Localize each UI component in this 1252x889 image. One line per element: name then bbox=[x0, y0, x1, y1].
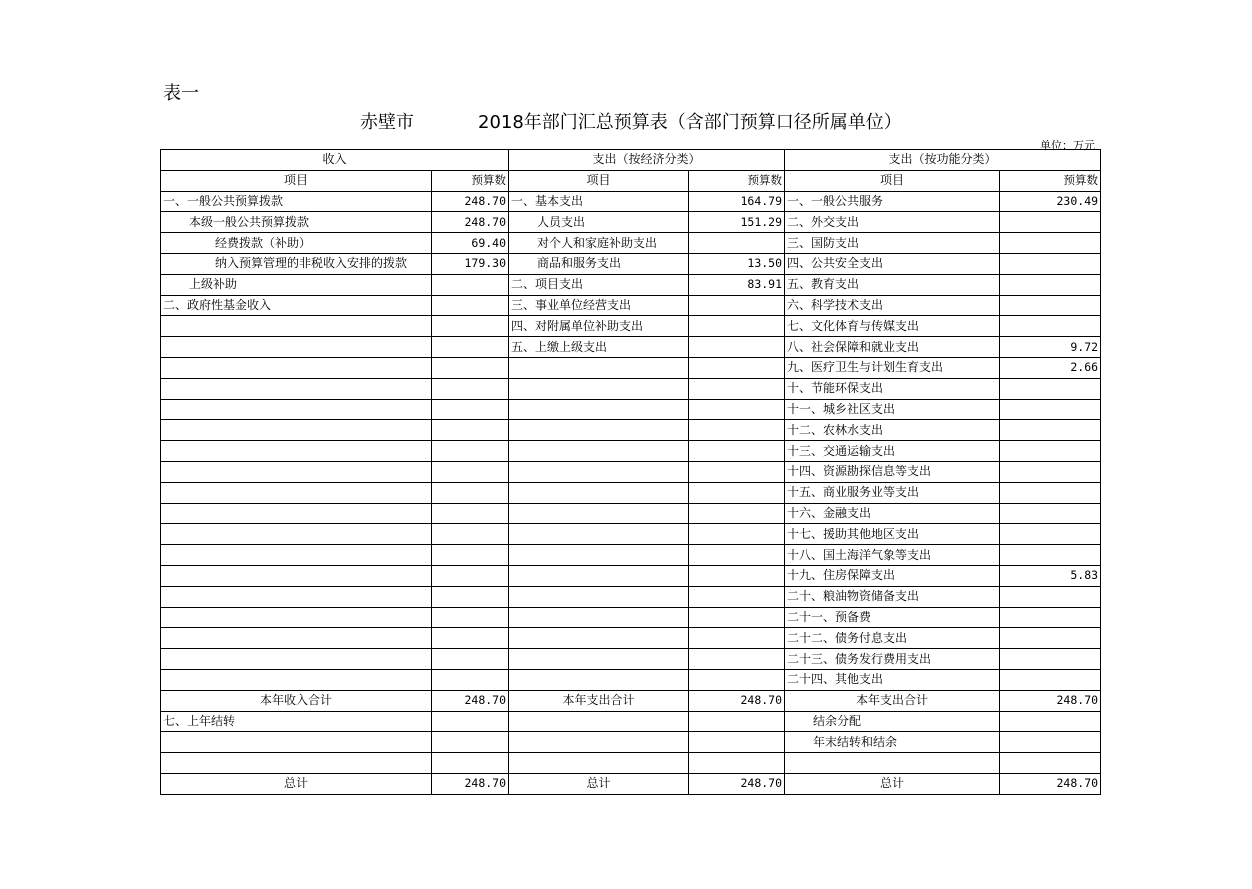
table-cell bbox=[161, 337, 432, 358]
table-cell: 总计 bbox=[509, 773, 689, 794]
table-cell bbox=[432, 565, 509, 586]
table-row bbox=[161, 482, 1101, 503]
table-cell: 项目 bbox=[785, 170, 1000, 191]
table-cell: 69.40 bbox=[432, 233, 509, 254]
table-cell bbox=[689, 337, 785, 358]
table-cell bbox=[1000, 212, 1101, 233]
table-cell: 二十四、其他支出 bbox=[785, 669, 1000, 690]
table-cell: 本级一般公共预算拨款 bbox=[161, 212, 432, 233]
table-cell bbox=[432, 607, 509, 628]
table-cell bbox=[1000, 316, 1101, 337]
table-cell: 年末结转和结余 bbox=[785, 732, 1000, 753]
table-cell bbox=[689, 524, 785, 545]
table-cell bbox=[432, 586, 509, 607]
table-cell bbox=[1000, 524, 1101, 545]
table-cell: 十二、农林水支出 bbox=[785, 420, 1000, 441]
table-cell: 五、教育支出 bbox=[785, 274, 1000, 295]
table-cell bbox=[161, 607, 432, 628]
table-cell: 纳入预算管理的非税收入安排的拨款 bbox=[161, 253, 432, 274]
table-cell: 本年收入合计 bbox=[161, 690, 432, 711]
table-cell bbox=[1000, 545, 1101, 566]
table-cell bbox=[689, 441, 785, 462]
table-cell bbox=[509, 482, 689, 503]
table-cell: 上级补助 bbox=[161, 274, 432, 295]
table-cell: 预算数 bbox=[1000, 170, 1101, 191]
table-cell bbox=[509, 732, 689, 753]
table-cell bbox=[509, 545, 689, 566]
table-cell bbox=[432, 357, 509, 378]
table-cell: 十九、住房保障支出 bbox=[785, 565, 1000, 586]
table-cell bbox=[432, 441, 509, 462]
table-cell bbox=[161, 649, 432, 670]
table-row bbox=[161, 669, 1101, 690]
table-cell: 二、项目支出 bbox=[509, 274, 689, 295]
table-cell bbox=[509, 628, 689, 649]
column-header-row bbox=[161, 170, 1101, 191]
table-cell: 二、政府性基金收入 bbox=[161, 295, 432, 316]
table-cell: 248.70 bbox=[432, 773, 509, 794]
table-cell: 八、社会保障和就业支出 bbox=[785, 337, 1000, 358]
table-row bbox=[161, 295, 1101, 316]
table-cell: 一、一般公共预算拨款 bbox=[161, 191, 432, 212]
table-cell bbox=[689, 482, 785, 503]
table-cell: 151.29 bbox=[689, 212, 785, 233]
table-cell bbox=[689, 295, 785, 316]
table-cell bbox=[509, 524, 689, 545]
table-cell bbox=[785, 753, 1000, 774]
table-cell: 十七、援助其他地区支出 bbox=[785, 524, 1000, 545]
table-cell: 项目 bbox=[161, 170, 432, 191]
table-label: 表一 bbox=[163, 83, 199, 104]
table-cell: 5.83 bbox=[1000, 565, 1101, 586]
table-cell: 一、一般公共服务 bbox=[785, 191, 1000, 212]
table-cell: 五、上缴上级支出 bbox=[509, 337, 689, 358]
table-cell: 六、科学技术支出 bbox=[785, 295, 1000, 316]
table-cell bbox=[432, 295, 509, 316]
table-cell: 13.50 bbox=[689, 253, 785, 274]
table-cell: 248.70 bbox=[1000, 773, 1101, 794]
table-cell bbox=[509, 586, 689, 607]
table-cell: 9.72 bbox=[1000, 337, 1101, 358]
table-cell bbox=[432, 503, 509, 524]
group-header: 收入 bbox=[161, 150, 509, 171]
table-row bbox=[161, 399, 1101, 420]
table-cell bbox=[689, 233, 785, 254]
table-cell bbox=[689, 711, 785, 732]
table-row bbox=[161, 732, 1101, 753]
table-cell bbox=[161, 732, 432, 753]
table-row bbox=[161, 545, 1101, 566]
table-cell: 七、文化体育与传媒支出 bbox=[785, 316, 1000, 337]
table-cell bbox=[1000, 274, 1101, 295]
table-cell: 二、外交支出 bbox=[785, 212, 1000, 233]
table-cell bbox=[1000, 461, 1101, 482]
table-cell: 总计 bbox=[785, 773, 1000, 794]
table-cell: 四、对附属单位补助支出 bbox=[509, 316, 689, 337]
table-cell bbox=[161, 357, 432, 378]
group-header: 支出（按经济分类） bbox=[509, 150, 785, 171]
table-cell bbox=[432, 378, 509, 399]
table-row bbox=[161, 503, 1101, 524]
table-cell bbox=[1000, 503, 1101, 524]
table-cell: 十三、交通运输支出 bbox=[785, 441, 1000, 462]
table-cell bbox=[1000, 482, 1101, 503]
table-cell bbox=[689, 649, 785, 670]
table-cell bbox=[689, 753, 785, 774]
table-row bbox=[161, 420, 1101, 441]
group-header: 支出（按功能分类） bbox=[785, 150, 1101, 171]
table-cell: 七、上年结转 bbox=[161, 711, 432, 732]
table-cell bbox=[689, 586, 785, 607]
table-cell: 2.66 bbox=[1000, 357, 1101, 378]
table-cell bbox=[161, 461, 432, 482]
table-cell bbox=[689, 399, 785, 420]
title-city: 赤壁市 bbox=[360, 112, 414, 133]
table-cell bbox=[689, 669, 785, 690]
table-row bbox=[161, 337, 1101, 358]
table-cell: 248.70 bbox=[1000, 690, 1101, 711]
table-cell bbox=[689, 420, 785, 441]
table-cell bbox=[432, 524, 509, 545]
year-total-row bbox=[161, 690, 1101, 711]
table-cell bbox=[432, 337, 509, 358]
table-row bbox=[161, 233, 1101, 254]
table-cell: 商品和服务支出 bbox=[509, 253, 689, 274]
table-cell: 179.30 bbox=[432, 253, 509, 274]
table-cell bbox=[1000, 711, 1101, 732]
table-row bbox=[161, 212, 1101, 233]
table-cell bbox=[161, 565, 432, 586]
table-cell bbox=[161, 545, 432, 566]
page-title: 2018年部门汇总预算表（含部门预算口径所属单位） bbox=[478, 112, 902, 133]
table-row bbox=[161, 441, 1101, 462]
table-cell bbox=[161, 482, 432, 503]
table-cell: 一、基本支出 bbox=[509, 191, 689, 212]
table-row bbox=[161, 191, 1101, 212]
table-cell bbox=[689, 565, 785, 586]
table-cell: 人员支出 bbox=[509, 212, 689, 233]
table-cell: 83.91 bbox=[689, 274, 785, 295]
table-cell: 四、公共安全支出 bbox=[785, 253, 1000, 274]
table-cell: 248.70 bbox=[432, 212, 509, 233]
table-cell bbox=[1000, 378, 1101, 399]
table-cell bbox=[161, 316, 432, 337]
table-cell: 二十三、债务发行费用支出 bbox=[785, 649, 1000, 670]
table-cell bbox=[1000, 253, 1101, 274]
table-row bbox=[161, 565, 1101, 586]
table-cell bbox=[161, 441, 432, 462]
table-row bbox=[161, 649, 1101, 670]
table-cell bbox=[161, 753, 432, 774]
table-cell bbox=[432, 461, 509, 482]
table-cell bbox=[1000, 586, 1101, 607]
budget-table bbox=[160, 149, 1101, 795]
table-cell: 十八、国土海洋气象等支出 bbox=[785, 545, 1000, 566]
table-cell bbox=[1000, 649, 1101, 670]
table-cell bbox=[1000, 233, 1101, 254]
table-cell bbox=[689, 316, 785, 337]
table-cell bbox=[509, 378, 689, 399]
table-cell bbox=[1000, 399, 1101, 420]
table-cell: 248.70 bbox=[689, 773, 785, 794]
table-cell bbox=[1000, 295, 1101, 316]
table-cell: 三、事业单位经营支出 bbox=[509, 295, 689, 316]
table-cell bbox=[509, 669, 689, 690]
table-row bbox=[161, 461, 1101, 482]
table-cell: 十一、城乡社区支出 bbox=[785, 399, 1000, 420]
table-cell bbox=[161, 399, 432, 420]
table-row bbox=[161, 607, 1101, 628]
table-row bbox=[161, 711, 1101, 732]
table-cell: 十六、金融支出 bbox=[785, 503, 1000, 524]
table-cell bbox=[689, 461, 785, 482]
table-cell bbox=[161, 524, 432, 545]
table-cell bbox=[161, 503, 432, 524]
table-cell bbox=[689, 628, 785, 649]
table-cell: 十五、商业服务业等支出 bbox=[785, 482, 1000, 503]
table-cell bbox=[689, 732, 785, 753]
table-cell bbox=[161, 420, 432, 441]
table-row bbox=[161, 316, 1101, 337]
table-cell: 二十一、预备费 bbox=[785, 607, 1000, 628]
table-cell bbox=[1000, 628, 1101, 649]
table-cell bbox=[432, 420, 509, 441]
table-row bbox=[161, 524, 1101, 545]
table-cell: 本年支出合计 bbox=[509, 690, 689, 711]
table-row bbox=[161, 378, 1101, 399]
table-cell bbox=[161, 669, 432, 690]
group-header-row bbox=[161, 150, 1101, 171]
table-cell bbox=[432, 316, 509, 337]
table-cell: 248.70 bbox=[432, 191, 509, 212]
table-cell bbox=[1000, 420, 1101, 441]
table-cell: 预算数 bbox=[689, 170, 785, 191]
table-cell bbox=[509, 607, 689, 628]
table-cell bbox=[1000, 607, 1101, 628]
table-cell: 九、医疗卫生与计划生育支出 bbox=[785, 357, 1000, 378]
table-cell: 三、国防支出 bbox=[785, 233, 1000, 254]
table-cell bbox=[509, 420, 689, 441]
table-cell bbox=[432, 628, 509, 649]
table-cell bbox=[432, 711, 509, 732]
table-cell bbox=[689, 357, 785, 378]
table-row bbox=[161, 357, 1101, 378]
grand-total-row bbox=[161, 773, 1101, 794]
table-cell bbox=[509, 357, 689, 378]
table-cell: 十、节能环保支出 bbox=[785, 378, 1000, 399]
table-cell bbox=[432, 399, 509, 420]
table-cell bbox=[432, 669, 509, 690]
table-cell bbox=[689, 545, 785, 566]
table-cell bbox=[432, 482, 509, 503]
table-cell: 230.49 bbox=[1000, 191, 1101, 212]
table-cell: 248.70 bbox=[689, 690, 785, 711]
table-row bbox=[161, 274, 1101, 295]
table-cell bbox=[509, 711, 689, 732]
table-row bbox=[161, 253, 1101, 274]
table-cell bbox=[432, 732, 509, 753]
table-cell bbox=[689, 607, 785, 628]
table-cell bbox=[509, 649, 689, 670]
table-cell bbox=[161, 628, 432, 649]
unit-note: 单位：万元 bbox=[1040, 139, 1095, 152]
table-cell bbox=[161, 378, 432, 399]
table-cell: 经费拨款（补助） bbox=[161, 233, 432, 254]
table-cell: 结余分配 bbox=[785, 711, 1000, 732]
table-cell: 总计 bbox=[161, 773, 432, 794]
table-cell bbox=[509, 441, 689, 462]
table-cell: 164.79 bbox=[689, 191, 785, 212]
table-cell: 预算数 bbox=[432, 170, 509, 191]
table-cell bbox=[432, 649, 509, 670]
table-cell: 对个人和家庭补助支出 bbox=[509, 233, 689, 254]
table-cell: 248.70 bbox=[432, 690, 509, 711]
table-cell bbox=[1000, 732, 1101, 753]
table-cell bbox=[509, 461, 689, 482]
table-row bbox=[161, 753, 1101, 774]
table-cell: 本年支出合计 bbox=[785, 690, 1000, 711]
table-cell: 项目 bbox=[509, 170, 689, 191]
table-cell bbox=[509, 565, 689, 586]
table-cell: 二十、粮油物资储备支出 bbox=[785, 586, 1000, 607]
table-cell bbox=[1000, 753, 1101, 774]
table-cell bbox=[432, 545, 509, 566]
table-row bbox=[161, 586, 1101, 607]
table-cell bbox=[689, 503, 785, 524]
table-cell bbox=[432, 753, 509, 774]
table-cell bbox=[509, 503, 689, 524]
table-cell bbox=[1000, 669, 1101, 690]
table-cell bbox=[509, 753, 689, 774]
table-cell bbox=[432, 274, 509, 295]
table-row bbox=[161, 628, 1101, 649]
table-cell bbox=[509, 399, 689, 420]
table-cell bbox=[1000, 441, 1101, 462]
table-cell bbox=[689, 378, 785, 399]
table-cell: 十四、资源勘探信息等支出 bbox=[785, 461, 1000, 482]
table-cell: 二十二、债务付息支出 bbox=[785, 628, 1000, 649]
table-cell bbox=[161, 586, 432, 607]
